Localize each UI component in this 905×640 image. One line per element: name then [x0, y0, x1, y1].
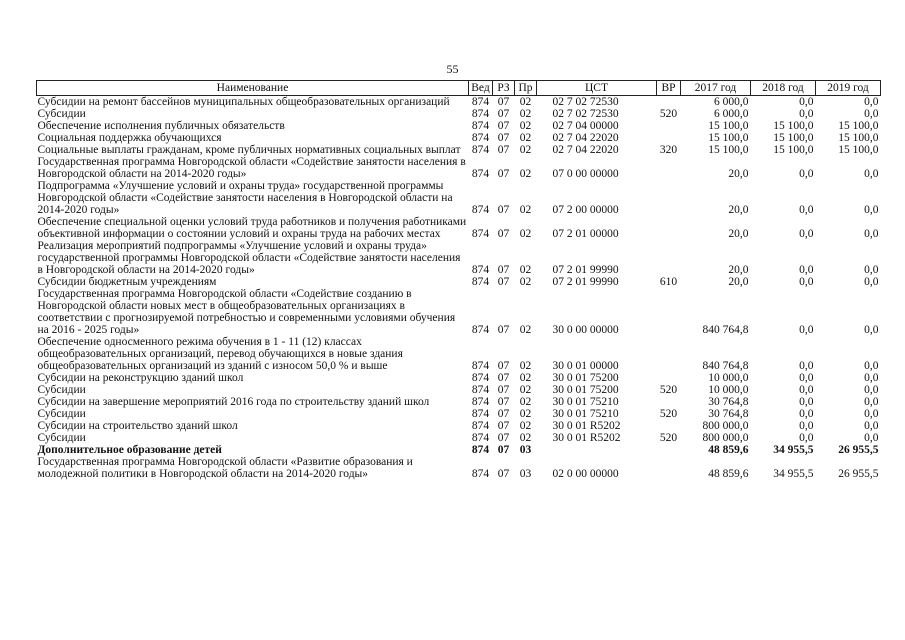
row-rz: 07: [497, 384, 510, 396]
row-2017: 800 000,0: [702, 420, 749, 432]
row-2017: 30 764,8: [708, 396, 749, 408]
row-cst: 07 0 00 00000: [552, 168, 619, 180]
row-ved: 874: [471, 396, 490, 408]
row-vr: [657, 120, 681, 132]
row-cst: 07 2 01 99990: [552, 276, 619, 288]
row-2017: 48 859,6: [708, 468, 749, 480]
table-row: [37, 108, 881, 120]
row-pr: 02: [519, 168, 532, 180]
row-ved: 874: [471, 444, 490, 456]
table-row: [37, 444, 881, 456]
row-vr: [657, 240, 681, 276]
row-2019: 0,0: [864, 108, 879, 120]
table-body: [37, 96, 881, 481]
row-pr: 02: [519, 432, 532, 444]
row-2018: 0,0: [799, 396, 814, 408]
table-row: [37, 156, 881, 180]
row-2017: 10 000,0: [708, 372, 749, 384]
row-vr: [657, 156, 681, 180]
row-rz: 07: [497, 360, 510, 372]
row-2017: 48 859,6: [708, 444, 749, 456]
row-2018: 0,0: [799, 96, 814, 108]
row-cst: 07 2 00 00000: [552, 204, 619, 216]
row-name: Субсидии на завершение мероприятий 2016 года по строительству зданий школ: [37, 396, 430, 408]
row-2018: 0,0: [799, 372, 814, 384]
row-name: Субсидии: [37, 432, 86, 444]
row-pr: 02: [519, 204, 532, 216]
row-ved: 874: [471, 420, 490, 432]
row-2018: 15 100,0: [773, 132, 814, 144]
row-ved: 874: [471, 132, 490, 144]
row-2018: 0,0: [799, 168, 814, 180]
row-vr: [657, 396, 681, 408]
row-pr: 02: [519, 108, 532, 120]
row-name: Реализация мероприятий подпрограммы «Улучшение условий и охраны труда» государственной программы Новгородской области «Содействие занятости населения в Новгородской области на 2014-2020 годы»: [37, 240, 461, 276]
row-2019: 0,0: [864, 96, 879, 108]
row-pr: 02: [519, 228, 532, 240]
row-ved: 874: [471, 384, 490, 396]
row-2019: 0,0: [864, 420, 879, 432]
row-vr: 320: [659, 144, 678, 156]
table-row: [37, 432, 881, 444]
row-cst: [537, 444, 657, 456]
row-vr: 610: [659, 276, 678, 288]
row-2019: 0,0: [864, 372, 879, 384]
row-pr: 02: [519, 264, 532, 276]
row-pr: 03: [519, 444, 532, 456]
row-name: Социальные выплаты гражданам, кроме публичных нормативных социальных выплат: [37, 144, 461, 156]
row-2018: 0,0: [799, 360, 814, 372]
row-2018: 15 100,0: [773, 144, 814, 156]
row-ved: 874: [471, 144, 490, 156]
row-rz: 07: [497, 120, 510, 132]
row-rz: 07: [497, 132, 510, 144]
row-vr: [657, 288, 681, 336]
row-vr: [657, 180, 681, 216]
row-name: Субсидии на реконструкцию зданий школ: [37, 372, 244, 384]
row-name: Субсидии на строительство зданий школ: [37, 420, 238, 432]
row-cst: 02 0 00 00000: [552, 468, 619, 480]
row-pr: 02: [519, 120, 532, 132]
table-row: [37, 240, 881, 276]
row-cst: 30 0 01 75200: [552, 384, 619, 396]
row-cst: 02 7 04 00000: [552, 120, 619, 132]
row-2017: 15 100,0: [708, 132, 749, 144]
row-2019: 0,0: [864, 276, 879, 288]
row-2019: 15 100,0: [838, 120, 879, 132]
table-row: [37, 384, 881, 396]
header-pr: Пр: [515, 81, 537, 96]
row-2018: 34 955,5: [773, 468, 814, 480]
row-2017: 20,0: [728, 204, 749, 216]
table-row: [37, 420, 881, 432]
row-name: Государственная программа Новгородской области «Содействие занятости населения в Новгородской области на 2014-2020 годы»: [37, 156, 466, 180]
row-pr: 02: [519, 96, 532, 108]
table-row: [37, 456, 881, 480]
header-2019: 2019 год: [816, 81, 881, 96]
row-2018: 0,0: [799, 432, 814, 444]
table-row: [37, 216, 881, 240]
row-pr: 02: [519, 324, 532, 336]
row-pr: 02: [519, 372, 532, 384]
row-2018: 0,0: [799, 408, 814, 420]
row-2017: 20,0: [728, 276, 749, 288]
row-ved: 874: [471, 168, 490, 180]
row-pr: 02: [519, 408, 532, 420]
row-ved: 874: [471, 228, 490, 240]
row-rz: 07: [497, 468, 510, 480]
row-vr: 520: [659, 108, 678, 120]
row-pr: 02: [519, 132, 532, 144]
row-2017: 840 764,8: [702, 360, 749, 372]
row-ved: 874: [471, 432, 490, 444]
table-row: [37, 276, 881, 288]
row-2019: 0,0: [864, 168, 879, 180]
row-cst: 07 2 01 99990: [552, 264, 619, 276]
row-ved: 874: [471, 408, 490, 420]
row-2017: 20,0: [728, 168, 749, 180]
row-2019: 15 100,0: [838, 132, 879, 144]
row-rz: 07: [497, 420, 510, 432]
row-2018: 0,0: [799, 384, 814, 396]
row-pr: 02: [519, 396, 532, 408]
row-name: Субсидии на ремонт бассейнов муниципальных общеобразовательных организаций: [37, 96, 450, 108]
row-cst: 30 0 01 75210: [552, 396, 619, 408]
row-pr: 02: [519, 144, 532, 156]
row-2019: 0,0: [864, 264, 879, 276]
row-cst: 02 7 02 72530: [552, 96, 619, 108]
row-2017: 10 000,0: [708, 384, 749, 396]
row-rz: 07: [497, 144, 510, 156]
row-rz: 07: [497, 276, 510, 288]
row-rz: 07: [497, 408, 510, 420]
row-ved: 874: [471, 372, 490, 384]
row-pr: 02: [519, 360, 532, 372]
row-pr: 02: [519, 276, 532, 288]
row-2017: 20,0: [728, 264, 749, 276]
row-2019: 0,0: [864, 324, 879, 336]
row-vr: [657, 132, 681, 144]
header-2018: 2018 год: [751, 81, 816, 96]
row-name: Подпрограмма «Улучшение условий и охраны труда» государственной программы Новгородской области «Содействие занятости населения в Новгородской области на 2014-2020 годы»: [37, 180, 453, 216]
row-vr: 520: [659, 384, 678, 396]
row-vr: [657, 336, 681, 372]
row-2017: 20,0: [728, 228, 749, 240]
header-name: Наименование: [37, 81, 469, 96]
row-2017: 15 100,0: [708, 144, 749, 156]
row-cst: 30 0 00 00000: [552, 324, 619, 336]
row-name: Субсидии: [37, 384, 86, 396]
row-cst: 02 7 02 72530: [552, 108, 619, 120]
header-rz: РЗ: [493, 81, 515, 96]
table-row: [37, 132, 881, 144]
row-rz: 07: [497, 228, 510, 240]
row-2018: 0,0: [799, 264, 814, 276]
row-2018: 0,0: [799, 228, 814, 240]
row-2018: 0,0: [799, 276, 814, 288]
row-2018: 0,0: [799, 204, 814, 216]
row-name: Государственная программа Новгородской области «Содействие созданию в Новгородской области новых мест в общеобразовательных организациях в соответствии с прогнозируемой потребностью и современными условиями обучения на 2016 - 2025 годы»: [37, 288, 456, 336]
row-2019: 26 955,5: [838, 468, 879, 480]
row-name: Обеспечение специальной оценки условий труда работников и получения работниками объективной информации о состоянии условий и охраны труда на рабочих местах: [37, 216, 467, 240]
row-name: Обеспечение односменного режима обучения в 1 - 11 (12) классах общеобразовательных организаций, перевод обучающихся в новые здания общеобразовательных организаций из зданий с износом 50,0 % и выше: [37, 336, 403, 372]
row-2017: 840 764,8: [702, 324, 749, 336]
table-header-row: [37, 81, 881, 96]
row-2019: 0,0: [864, 360, 879, 372]
row-rz: 07: [497, 264, 510, 276]
row-2019: 15 100,0: [838, 144, 879, 156]
budget-table: [36, 80, 881, 480]
row-rz: 07: [497, 432, 510, 444]
row-rz: 07: [497, 168, 510, 180]
header-cst: ЦСТ: [537, 81, 657, 96]
row-ved: 874: [471, 468, 490, 480]
row-vr: [657, 216, 681, 240]
row-vr: [657, 420, 681, 432]
table-row: [37, 372, 881, 384]
row-ved: 874: [471, 96, 490, 108]
row-rz: 07: [497, 372, 510, 384]
row-vr: [657, 444, 681, 456]
row-ved: 874: [471, 120, 490, 132]
row-2018: 0,0: [799, 108, 814, 120]
row-cst: 02 7 04 22020: [552, 144, 619, 156]
table-row: [37, 396, 881, 408]
row-2019: 0,0: [864, 396, 879, 408]
row-cst: 30 0 01 00000: [552, 360, 619, 372]
row-name: Обеспечение исполнения публичных обязательств: [37, 120, 285, 132]
row-2019: 0,0: [864, 408, 879, 420]
row-cst: 30 0 01 R5202: [552, 420, 621, 432]
table-row: [37, 120, 881, 132]
row-cst: 30 0 01 R5202: [552, 432, 621, 444]
header-ved: Вед: [469, 81, 493, 96]
row-cst: 30 0 01 75200: [552, 372, 619, 384]
row-ved: 874: [471, 324, 490, 336]
row-ved: 874: [471, 276, 490, 288]
row-name: Социальная поддержка обучающихся: [37, 132, 222, 144]
row-2019: 0,0: [864, 432, 879, 444]
row-vr: [657, 96, 681, 109]
row-2017: 800 000,0: [702, 432, 749, 444]
row-vr: 520: [659, 408, 678, 420]
table-row: [37, 144, 881, 156]
table-row: [37, 408, 881, 420]
row-pr: 03: [519, 468, 532, 480]
row-2017: 15 100,0: [708, 120, 749, 132]
row-2017: 30 764,8: [708, 408, 749, 420]
row-ved: 874: [471, 264, 490, 276]
row-2019: 0,0: [864, 228, 879, 240]
table-row: [37, 180, 881, 216]
page-number: 55: [446, 62, 459, 76]
row-rz: 07: [497, 444, 510, 456]
row-ved: 874: [471, 108, 490, 120]
row-cst: 07 2 01 00000: [552, 228, 619, 240]
row-pr: 02: [519, 384, 532, 396]
row-rz: 07: [497, 96, 510, 108]
row-rz: 07: [497, 204, 510, 216]
row-ved: 874: [471, 360, 490, 372]
row-name: Субсидии бюджетным учреждениям: [37, 276, 217, 288]
row-rz: 07: [497, 108, 510, 120]
row-2019: 26 955,5: [838, 444, 879, 456]
row-name: Дополнительное образование детей: [37, 444, 222, 456]
row-rz: 07: [497, 396, 510, 408]
row-2018: 0,0: [799, 420, 814, 432]
header-vr: ВР: [657, 81, 681, 96]
row-name: Субсидии: [37, 108, 86, 120]
row-2019: 0,0: [864, 204, 879, 216]
row-2019: 0,0: [864, 384, 879, 396]
row-2018: 0,0: [799, 324, 814, 336]
row-vr: [657, 372, 681, 384]
table-row: [37, 96, 881, 109]
row-name: Государственная программа Новгородской области «Развитие образования и молодежной политики в Новгородской области на 2014-2020 годы»: [37, 456, 413, 480]
row-ved: 874: [471, 204, 490, 216]
row-2017: 6 000,0: [714, 96, 749, 108]
row-vr: [657, 456, 681, 480]
header-2017: 2017 год: [681, 81, 751, 96]
row-2018: 15 100,0: [773, 120, 814, 132]
row-2017: 6 000,0: [714, 108, 749, 120]
row-rz: 07: [497, 324, 510, 336]
row-pr: 02: [519, 420, 532, 432]
row-cst: 30 0 01 75210: [552, 408, 619, 420]
row-vr: 520: [659, 432, 678, 444]
row-cst: 02 7 04 22020: [552, 132, 619, 144]
row-2018: 34 955,5: [773, 444, 814, 456]
row-name: Субсидии: [37, 408, 86, 420]
table-row: [37, 336, 881, 372]
table-row: [37, 288, 881, 336]
